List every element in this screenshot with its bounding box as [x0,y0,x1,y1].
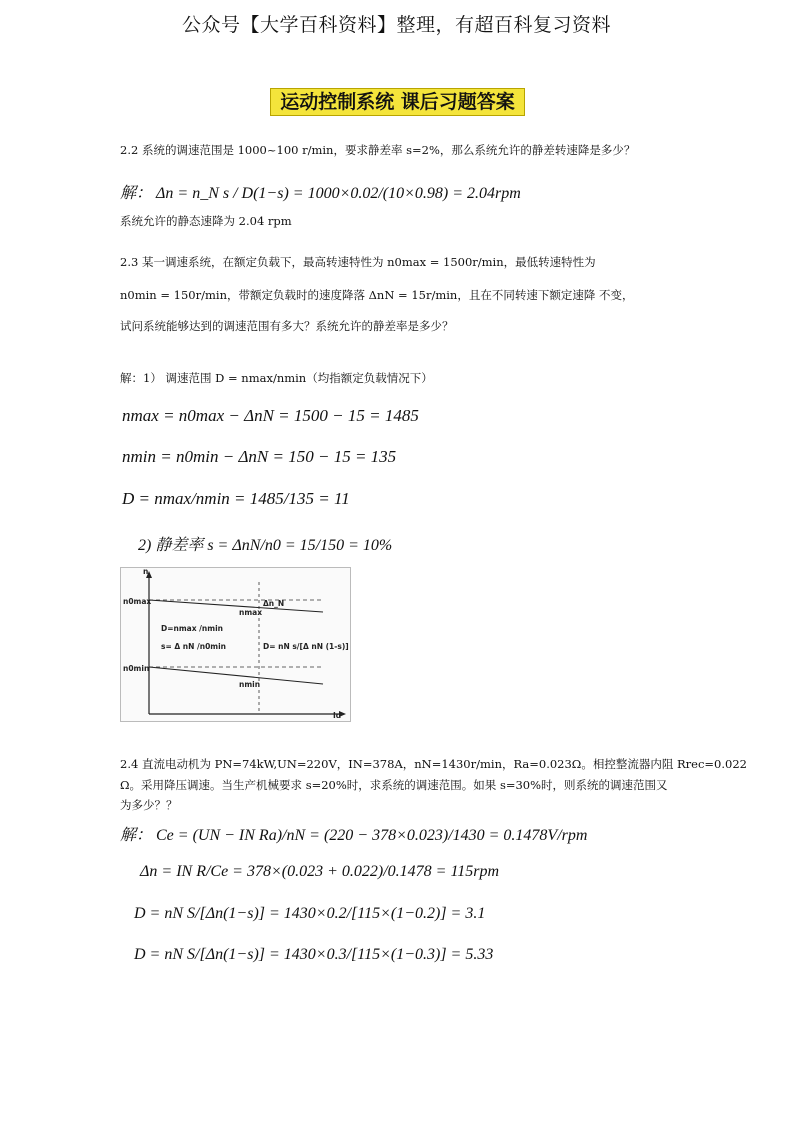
label-nmax: nmax [239,608,263,617]
speed-characteristic-graph [120,567,351,722]
question-2-2: 2.2 系统的调速范围是 1000~100 r/min，要求静差率 s=2%，那么系统允许的静差转速降是多少？ [120,143,636,157]
solution-2-3-intro: 解：1） 调速范围 D = nmax/nmin（均指额定负载情况下） [120,371,433,385]
label-formula-d: D=nmax /nmin [161,624,223,633]
question-2-3-line2: n0min = 150r/min，带额定负载时的速度降落 ΔnN = 15r/min，且在不同转速下额定速降 不变， [120,288,634,302]
label-n0max: n0max [123,597,152,606]
question-2-4-line2: Ω。采用降压调速。当生产机械要求 s=20%时，求系统的调速范围。如果 s=30%时，则系统的调速范围又 [120,778,668,792]
label-n0min: n0min [123,664,150,673]
label-nmin: nmin [239,680,261,689]
equation-static-error: 2) 静差率 s = ΔnN/n0 = 15/150 = 10% [138,537,393,554]
page-header: 公众号【大学百科资料】整理，有超百科复习资料 [181,14,611,36]
equation-nmin: nmin = n0min − ΔnN = 150 − 15 = 135 [122,447,397,466]
equation-d-20: D = nN S/[Δn(1−s)] = 1430×0.2/[115×(1−0.2)] = 3.1 [134,905,486,922]
equation-range: D = nmax/nmin = 1485/135 = 11 [122,489,350,508]
label-formula-d2: D= nN s/[Δ nN (1-s)] [263,642,349,651]
equation-ce: 解： Ce = (UN − IN Ra)/nN = (220 − 378×0.023)/1430 = 0.1478V/rpm [120,827,588,844]
page-title: 运动控制系统 课后习题答案 [270,88,525,116]
question-2-4-line3: 为多少？？ [120,798,178,812]
question-2-3-line1: 2.3 某一调速系统，在额定负载下，最高转速特性为 n0max = 1500r/min，最低转速特性为 [120,255,596,269]
axis-x-label: Id [333,711,342,720]
equation-delta-n: Δn = IN R/Ce = 378×(0.023 + 0.022)/0.1478 = 115rpm [140,863,500,880]
question-2-4-line1: 2.4 直流电动机为 PN=74kW,UN=220V，IN=378A，nN=1430r/min，Ra=0.023Ω。相控整流器内阻 Rrec=0.022 [120,757,747,771]
question-2-3-line3: 试问系统能够达到的调速范围有多大？系统允许的静差率是多少？ [120,319,454,333]
equation-d-30: D = nN S/[Δn(1−s)] = 1430×0.3/[115×(1−0.3)] = 5.33 [134,946,494,963]
label-formula-s: s= Δ nN /n0min [161,642,227,651]
solution-2-2: 解： Δn = n_N s / D(1−s) = 1000×0.02/(10×0.98) = 2.04rpm [120,185,521,202]
equation-nmax: nmax = n0max − ΔnN = 1500 − 15 = 1485 [122,406,419,425]
label-delta-n: Δn_N [263,599,285,608]
axis-y-label: n [143,567,149,576]
conclusion-2-2: 系统允许的静态速降为 2.04 rpm [120,214,292,228]
